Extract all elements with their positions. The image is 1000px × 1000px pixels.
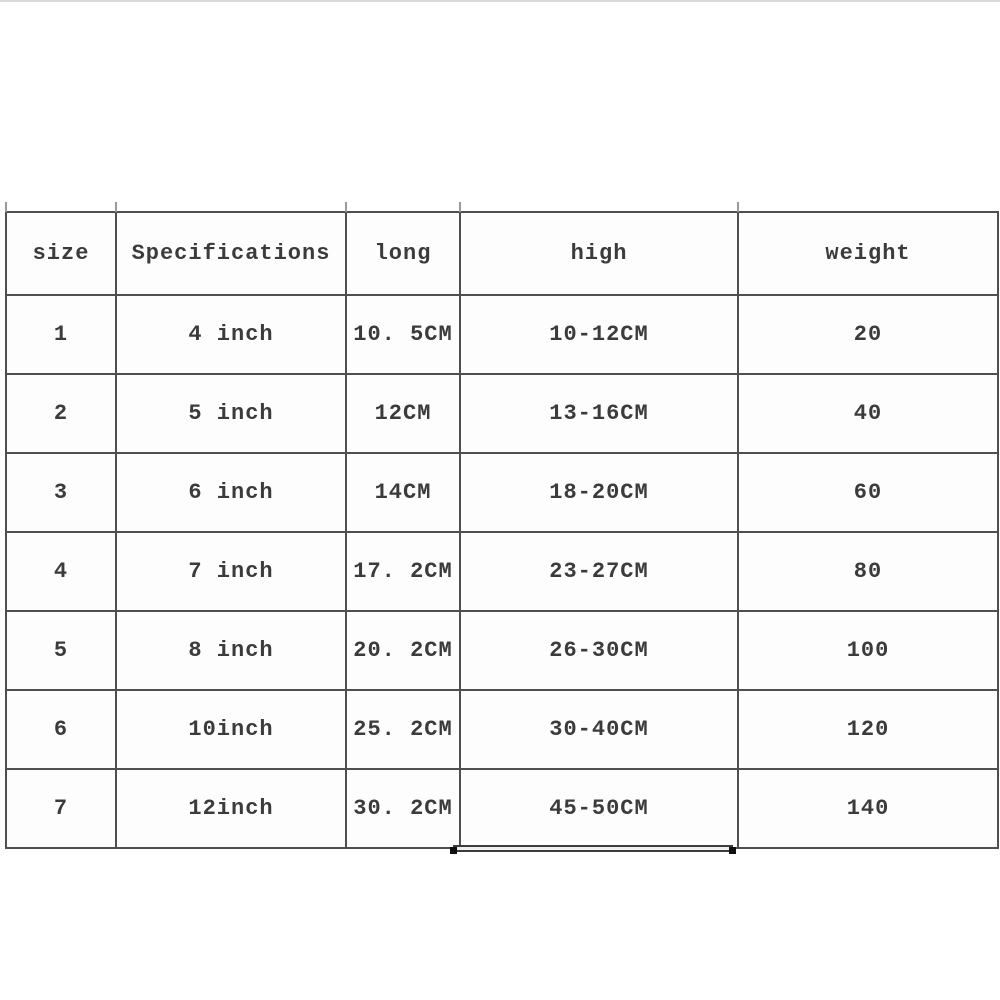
table-cell-weight: 100 <box>738 611 998 690</box>
grid-tick <box>737 202 739 212</box>
grid-tick <box>345 202 347 212</box>
table-cell-size: 6 <box>6 690 116 769</box>
table-cell-long: 17. 2CM <box>346 532 460 611</box>
table-body <box>6 295 998 848</box>
table-cell-size: 5 <box>6 611 116 690</box>
table-cell-size: 1 <box>6 295 116 374</box>
table-cell-high: 45-50CM <box>460 769 738 848</box>
table-header <box>6 212 998 295</box>
table-cell-long: 30. 2CM <box>346 769 460 848</box>
table-cell-high: 26-30CM <box>460 611 738 690</box>
grid-tick <box>115 202 117 212</box>
table-cell-weight: 80 <box>738 532 998 611</box>
table-row <box>6 611 998 690</box>
grid-tick <box>459 202 461 212</box>
size-chart <box>5 211 997 849</box>
table-cell-specifications: 7 inch <box>116 532 346 611</box>
table-cell-high: 13-16CM <box>460 374 738 453</box>
column-header-weight: weight <box>738 212 998 295</box>
table-cell-long: 12CM <box>346 374 460 453</box>
table-cell-long: 10. 5CM <box>346 295 460 374</box>
table-row <box>6 374 998 453</box>
grid-tick <box>5 202 7 212</box>
table-cell-specifications: 10inch <box>116 690 346 769</box>
table-cell-size: 2 <box>6 374 116 453</box>
table-cell-size: 3 <box>6 453 116 532</box>
table-cell-long: 25. 2CM <box>346 690 460 769</box>
table-cell-specifications: 8 inch <box>116 611 346 690</box>
table-cell-long: 14CM <box>346 453 460 532</box>
header-row <box>6 212 998 295</box>
table-cell-specifications: 6 inch <box>116 453 346 532</box>
table-cell-long: 20. 2CM <box>346 611 460 690</box>
table-cell-high: 18-20CM <box>460 453 738 532</box>
table-cell-high: 30-40CM <box>460 690 738 769</box>
table-cell-weight: 140 <box>738 769 998 848</box>
table-cell-high: 23-27CM <box>460 532 738 611</box>
selected-cell-border[interactable] <box>453 845 733 852</box>
column-header-specifications: Specifications <box>116 212 346 295</box>
column-header-size: size <box>6 212 116 295</box>
top-crop-line <box>0 0 1000 2</box>
column-header-long: long <box>346 212 460 295</box>
size-chart-table <box>5 211 999 849</box>
table-row <box>6 690 998 769</box>
table-row <box>6 769 998 848</box>
table-row <box>6 295 998 374</box>
table-cell-size: 7 <box>6 769 116 848</box>
table-cell-specifications: 4 inch <box>116 295 346 374</box>
table-row <box>6 532 998 611</box>
table-cell-high: 10-12CM <box>460 295 738 374</box>
table-row <box>6 453 998 532</box>
table-cell-size: 4 <box>6 532 116 611</box>
table-cell-weight: 40 <box>738 374 998 453</box>
table-cell-weight: 120 <box>738 690 998 769</box>
selection-handle-left[interactable] <box>450 847 457 854</box>
column-header-high: high <box>460 212 738 295</box>
table-cell-specifications: 5 inch <box>116 374 346 453</box>
table-cell-specifications: 12inch <box>116 769 346 848</box>
table-cell-weight: 60 <box>738 453 998 532</box>
table-cell-weight: 20 <box>738 295 998 374</box>
selection-handle-right[interactable] <box>729 847 736 854</box>
